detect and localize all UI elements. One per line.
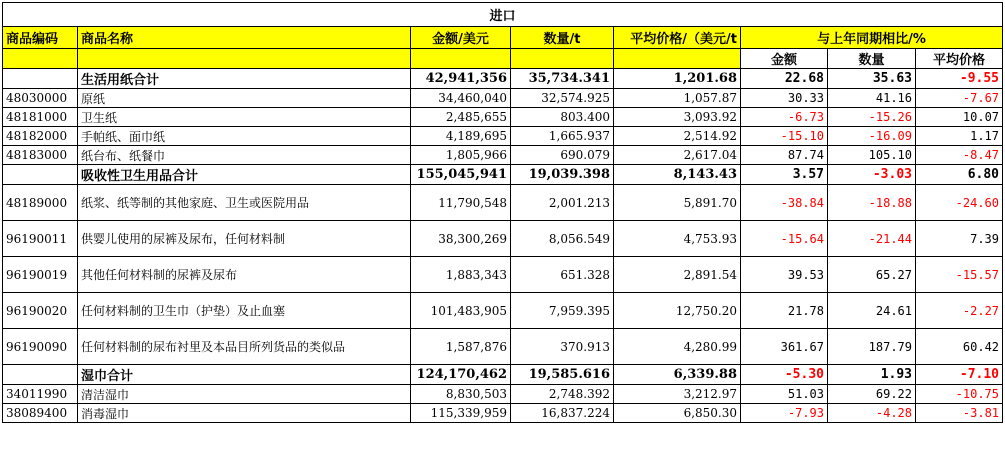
cell-quantity: 19,585.616 — [511, 365, 614, 385]
cell-yoy-price: 60.42 — [916, 329, 1003, 365]
header-amount: 金额/美元 — [411, 27, 511, 49]
cell-code: 38089400 — [3, 404, 78, 423]
cell-avg-price: 6,850.30 — [614, 404, 741, 423]
header-yoy-price: 平均价格 — [916, 49, 1003, 69]
header-row — [3, 27, 1003, 49]
header-yoy-quantity: 数量 — [828, 49, 916, 69]
cell-code: 48030000 — [3, 89, 78, 108]
cell-avg-price: 1,057.87 — [614, 89, 741, 108]
cell-amount: 1,587,876 — [411, 329, 511, 365]
import-data-table — [2, 2, 1003, 423]
table-row — [3, 221, 1003, 257]
header-name: 商品名称 — [78, 27, 411, 49]
cell-amount: 2,485,655 — [411, 108, 511, 127]
subtotal-row — [3, 69, 1003, 89]
cell-quantity: 35,734.341 — [511, 69, 614, 89]
table-row — [3, 293, 1003, 329]
cell-amount: 42,941,356 — [411, 69, 511, 89]
cell-name: 吸收性卫生用品合计 — [78, 165, 411, 185]
table-row — [3, 127, 1003, 146]
cell-avg-price: 8,143.43 — [614, 165, 741, 185]
cell-code: 96190019 — [3, 257, 78, 293]
cell-yoy-quantity: -16.09 — [828, 127, 916, 146]
cell-yoy-amount: 39.53 — [741, 257, 828, 293]
subheader-blank-amount — [411, 49, 511, 69]
cell-name: 供婴儿使用的尿裤及尿布，任何材料制 — [78, 221, 411, 257]
cell-yoy-price: -7.67 — [916, 89, 1003, 108]
cell-quantity: 19,039.398 — [511, 165, 614, 185]
cell-amount: 34,460,040 — [411, 89, 511, 108]
cell-avg-price: 2,891.54 — [614, 257, 741, 293]
cell-code: 48182000 — [3, 127, 78, 146]
cell-yoy-quantity: 105.10 — [828, 146, 916, 165]
header-code: 商品编码 — [3, 27, 78, 49]
cell-yoy-price: 7.39 — [916, 221, 1003, 257]
cell-yoy-amount: -7.93 — [741, 404, 828, 423]
cell-yoy-quantity: 35.63 — [828, 69, 916, 89]
table-row — [3, 385, 1003, 404]
cell-yoy-quantity: 41.16 — [828, 89, 916, 108]
cell-avg-price: 1,201.68 — [614, 69, 741, 89]
cell-code: 96190090 — [3, 329, 78, 365]
cell-avg-price: 4,280.99 — [614, 329, 741, 365]
table-row — [3, 146, 1003, 165]
cell-amount: 155,045,941 — [411, 165, 511, 185]
table-row — [3, 404, 1003, 423]
cell-yoy-price: -7.10 — [916, 365, 1003, 385]
cell-yoy-amount: 51.03 — [741, 385, 828, 404]
cell-avg-price: 6,339.88 — [614, 365, 741, 385]
cell-quantity: 803.400 — [511, 108, 614, 127]
table-row — [3, 89, 1003, 108]
cell-amount: 38,300,269 — [411, 221, 511, 257]
cell-name: 湿巾合计 — [78, 365, 411, 385]
cell-yoy-amount: 22.68 — [741, 69, 828, 89]
cell-code: 48183000 — [3, 146, 78, 165]
cell-avg-price: 3,212.97 — [614, 385, 741, 404]
cell-yoy-quantity: 187.79 — [828, 329, 916, 365]
cell-yoy-price: -15.57 — [916, 257, 1003, 293]
cell-yoy-amount: 30.33 — [741, 89, 828, 108]
cell-avg-price: 2,617.04 — [614, 146, 741, 165]
section-title: 进口 — [3, 3, 1003, 27]
cell-name: 任何材料制的卫生巾（护垫）及止血塞 — [78, 293, 411, 329]
cell-name: 消毒湿巾 — [78, 404, 411, 423]
cell-yoy-amount: 3.57 — [741, 165, 828, 185]
cell-yoy-quantity: 1.93 — [828, 365, 916, 385]
cell-code — [3, 69, 78, 89]
cell-avg-price: 5,891.70 — [614, 185, 741, 221]
cell-quantity: 1,665.937 — [511, 127, 614, 146]
table-row — [3, 329, 1003, 365]
cell-yoy-price: 10.07 — [916, 108, 1003, 127]
cell-code: 96190020 — [3, 293, 78, 329]
subheader-blank-price — [614, 49, 741, 69]
table-row — [3, 257, 1003, 293]
cell-code: 96190011 — [3, 221, 78, 257]
cell-quantity: 8,056.549 — [511, 221, 614, 257]
cell-quantity: 2,001.213 — [511, 185, 614, 221]
cell-yoy-price: 1.17 — [916, 127, 1003, 146]
header-yoy: 与上年同期相比/% — [741, 27, 1003, 49]
cell-yoy-quantity: -4.28 — [828, 404, 916, 423]
subheader-blank-name — [78, 49, 411, 69]
cell-name: 手帕纸、面巾纸 — [78, 127, 411, 146]
cell-yoy-price: -8.47 — [916, 146, 1003, 165]
cell-amount: 1,805,966 — [411, 146, 511, 165]
cell-yoy-amount: -5.30 — [741, 365, 828, 385]
cell-name: 纸浆、纸等制的其他家庭、卫生或医院用品 — [78, 185, 411, 221]
cell-yoy-price: -10.75 — [916, 385, 1003, 404]
header-avg-price: 平均价格/（美元/t — [614, 27, 741, 49]
cell-yoy-amount: 87.74 — [741, 146, 828, 165]
cell-yoy-price: -24.60 — [916, 185, 1003, 221]
subheader-blank-code — [3, 49, 78, 69]
subheader-blank-quantity — [511, 49, 614, 69]
cell-yoy-quantity: -15.26 — [828, 108, 916, 127]
section-title-row — [3, 3, 1003, 27]
cell-quantity: 7,959.395 — [511, 293, 614, 329]
cell-yoy-price: -2.27 — [916, 293, 1003, 329]
cell-code: 34011990 — [3, 385, 78, 404]
cell-code: 48181000 — [3, 108, 78, 127]
cell-amount: 4,189,695 — [411, 127, 511, 146]
cell-yoy-amount: 361.67 — [741, 329, 828, 365]
cell-yoy-quantity: 69.22 — [828, 385, 916, 404]
cell-amount: 8,830,503 — [411, 385, 511, 404]
cell-quantity: 690.079 — [511, 146, 614, 165]
cell-quantity: 32,574.925 — [511, 89, 614, 108]
cell-name: 其他任何材料制的尿裤及尿布 — [78, 257, 411, 293]
cell-yoy-quantity: 24.61 — [828, 293, 916, 329]
cell-code: 48189000 — [3, 185, 78, 221]
header-quantity: 数量/t — [511, 27, 614, 49]
cell-yoy-price: -3.81 — [916, 404, 1003, 423]
subtotal-row — [3, 365, 1003, 385]
cell-yoy-price: -9.55 — [916, 69, 1003, 89]
cell-quantity: 16,837.224 — [511, 404, 614, 423]
cell-yoy-amount: -15.64 — [741, 221, 828, 257]
cell-quantity: 651.328 — [511, 257, 614, 293]
cell-avg-price: 12,750.20 — [614, 293, 741, 329]
cell-code — [3, 365, 78, 385]
cell-name: 生活用纸合计 — [78, 69, 411, 89]
subheader-row — [3, 49, 1003, 69]
table-row — [3, 185, 1003, 221]
cell-avg-price: 3,093.92 — [614, 108, 741, 127]
cell-amount: 1,883,343 — [411, 257, 511, 293]
cell-amount: 124,170,462 — [411, 365, 511, 385]
cell-yoy-amount: -38.84 — [741, 185, 828, 221]
cell-yoy-quantity: -21.44 — [828, 221, 916, 257]
header-yoy-amount: 金额 — [741, 49, 828, 69]
cell-avg-price: 4,753.93 — [614, 221, 741, 257]
cell-yoy-amount: -6.73 — [741, 108, 828, 127]
cell-code — [3, 165, 78, 185]
cell-quantity: 370.913 — [511, 329, 614, 365]
cell-yoy-amount: -15.10 — [741, 127, 828, 146]
cell-name: 任何材料制的尿布衬里及本品目所列货品的类似品 — [78, 329, 411, 365]
cell-amount: 101,483,905 — [411, 293, 511, 329]
cell-amount: 11,790,548 — [411, 185, 511, 221]
cell-quantity: 2,748.392 — [511, 385, 614, 404]
cell-name: 卫生纸 — [78, 108, 411, 127]
cell-yoy-price: 6.80 — [916, 165, 1003, 185]
cell-yoy-quantity: 65.27 — [828, 257, 916, 293]
cell-yoy-quantity: -3.03 — [828, 165, 916, 185]
subtotal-row — [3, 165, 1003, 185]
cell-amount: 115,339,959 — [411, 404, 511, 423]
cell-name: 清洁湿巾 — [78, 385, 411, 404]
table-row — [3, 108, 1003, 127]
cell-name: 原纸 — [78, 89, 411, 108]
cell-name: 纸台布、纸餐巾 — [78, 146, 411, 165]
cell-yoy-quantity: -18.88 — [828, 185, 916, 221]
cell-yoy-amount: 21.78 — [741, 293, 828, 329]
cell-avg-price: 2,514.92 — [614, 127, 741, 146]
